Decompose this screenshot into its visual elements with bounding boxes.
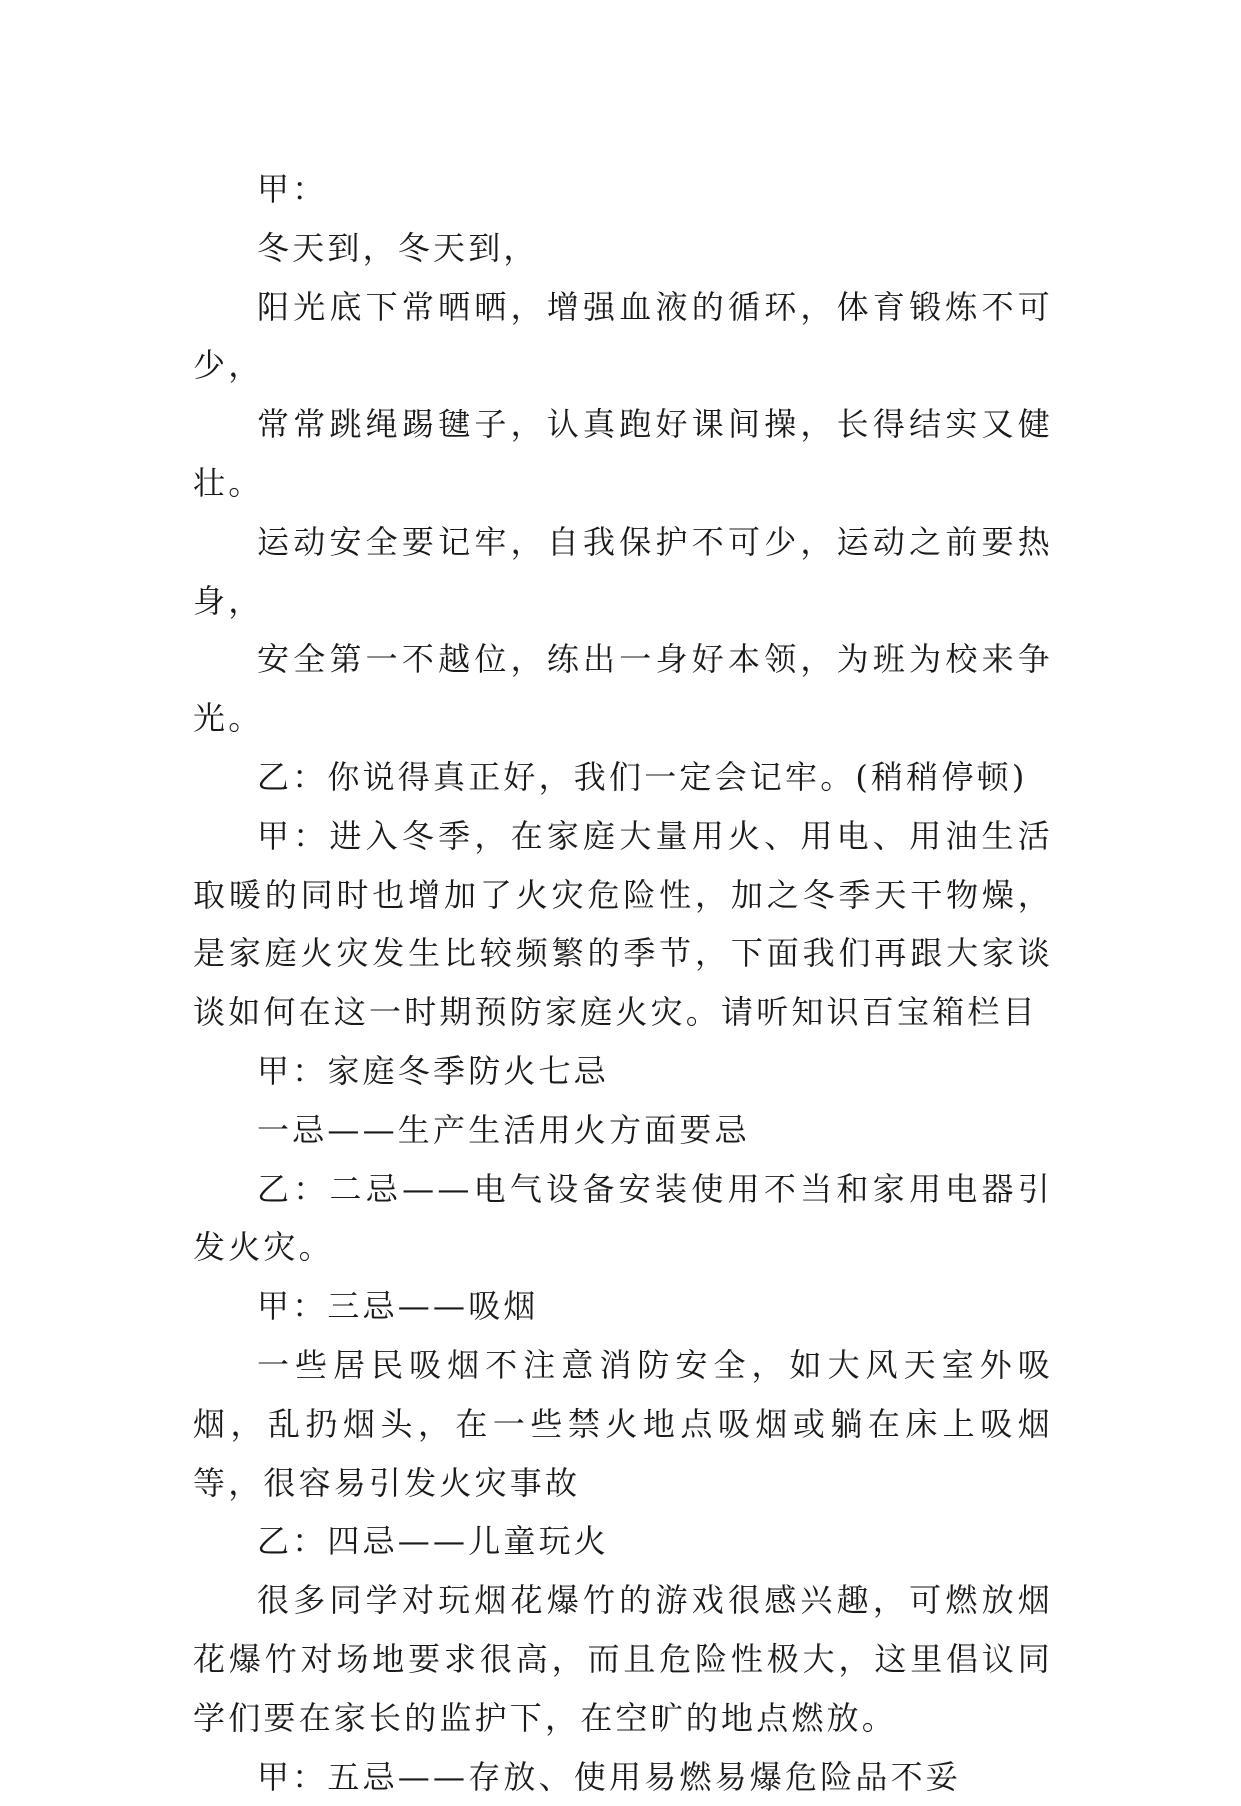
paragraph-smoking-detail: 一些居民吸烟不注意消防安全，如大风天室外吸烟，乱扔烟头，在一些禁火地点吸烟或躺在床上吸烟等，很容易引发火灾事故: [193, 1345, 1053, 1502]
paragraph-verse-line: 安全第一不越位，练出一身好本领，为班为校来争光。: [193, 640, 1053, 738]
paragraph-speaker-b-reply: 乙：你说得真正好，我们一定会记牢。(稍稍停顿): [257, 757, 1028, 796]
paragraph-taboo-one: 一忌——生产生活用火方面要忌: [257, 1110, 750, 1149]
paragraph-taboo-two: 乙：二忌——电气设备安装使用不当和家用电器引发火灾。: [193, 1169, 1053, 1267]
paragraph-taboo-four: 乙：四忌——儿童玩火: [257, 1522, 610, 1561]
paragraph-fireworks-detail: 很多同学对玩烟花爆竹的游戏很感兴趣，可燃放烟花爆竹对场地要求很高，而且危险性极大，这里倡议同学们要在家长的监护下，在空旷的地点燃放。: [193, 1581, 1053, 1737]
paragraph-taboo-three: 甲：三忌——吸烟: [257, 1287, 539, 1326]
paragraph-verse-line: 运动安全要记牢，自我保护不可少，运动之前要热身，: [193, 522, 1053, 620]
document-body: [193, 160, 1053, 1806]
paragraph-winter-fire-intro: 甲：进入冬季，在家庭大量用火、用电、用油生活取暖的同时也增加了火灾危险性，加之冬季天干物燥，是家庭火灾发生比较频繁的季节，下面我们再跟大家谈谈如何在这一时期预防家庭火灾。请听知识百宝箱栏目: [193, 816, 1053, 1032]
paragraph-seven-taboos-title: 甲：家庭冬季防火七忌: [257, 1051, 610, 1090]
paragraph-verse-line: 常常跳绳踢毽子，认真跑好课间操，长得结实又健壮。: [193, 405, 1053, 502]
paragraph-verse-line: 冬天到，冬天到，: [257, 228, 539, 267]
paragraph-taboo-five: 甲：五忌——存放、使用易燃易爆危险品不妥: [257, 1757, 962, 1796]
paragraph-speaker-a: 甲：: [257, 170, 328, 208]
paragraph-verse-line: 阳光底下常晒晒，增强血液的循环，体育锻炼不可少，: [193, 287, 1053, 385]
